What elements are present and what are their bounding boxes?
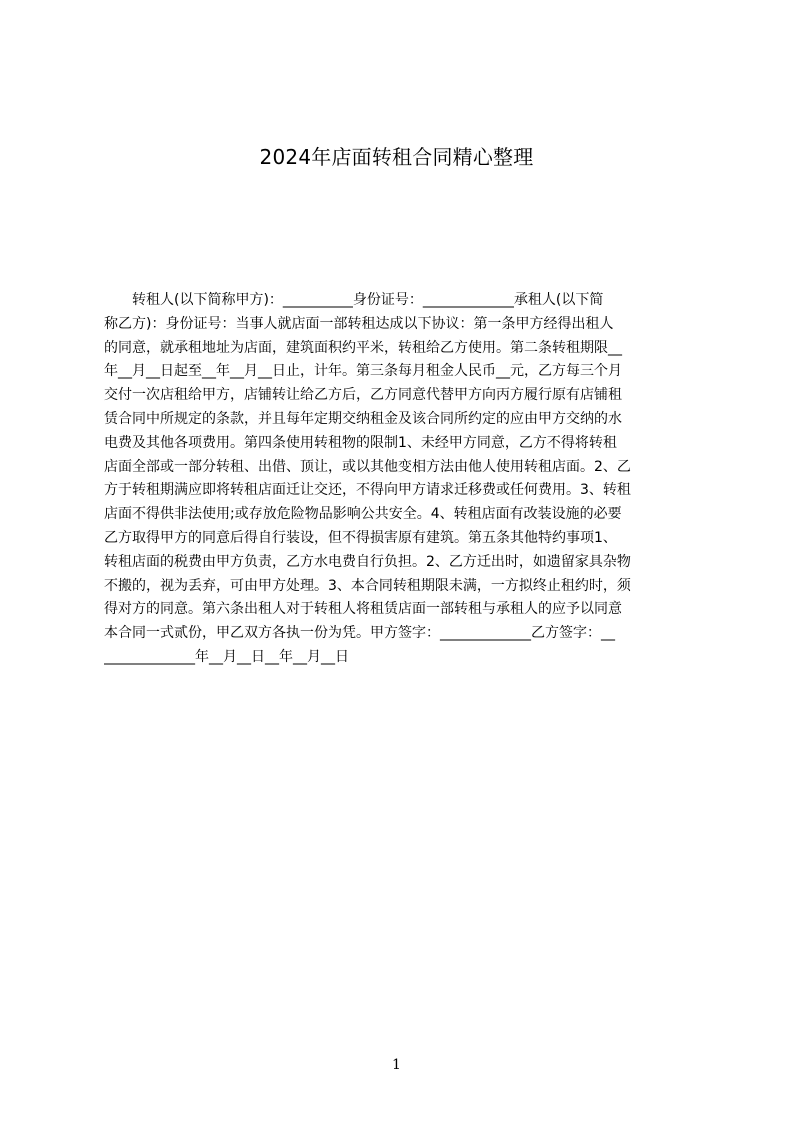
body-line: 本合同一式贰份，甲乙双方各执一份为凭。甲方签字：_____________乙方签字：__ <box>104 625 615 642</box>
body-line: 乙方取得甲方的同意后得自行装设，但不得损害原有建筑。第五条其他特约事项1、 <box>104 529 617 546</box>
document-title: 2024年店面转租合同精心整理 <box>259 145 534 169</box>
body-line: 的同意，就承租地址为店面，建筑面积约平米，转租给乙方使用。第二条转租期限__ <box>104 339 622 356</box>
contract-body <box>104 289 696 670</box>
body-line: _____________年__月__日__年__月__日 <box>104 648 349 665</box>
page-number: 1 <box>392 1057 401 1073</box>
body-line: 交付一次店租给甲方，店铺转让给乙方后，乙方同意代替甲方向丙方履行原有店铺租 <box>104 387 622 404</box>
body-line: 年__月__日起至__年__月__日止，计年。第三条每月租金人民币__元，乙方每三个月 <box>104 363 622 380</box>
body-line: 不搬的，视为丢弃，可由甲方处理。3、本合同转租期限未满，一方拟终止租约时，须 <box>104 577 631 594</box>
body-line: 转租人(以下简称甲方)：__________身份证号：_____________承租人(以下简 <box>104 292 604 308</box>
body-line: 转租店面的税费由甲方负责，乙方水电费自行负担。2、乙方迁出时，如遗留家具杂物 <box>104 553 631 570</box>
body-line: 方于转租期满应即将转租店面迁让交还，不得向甲方请求迁移费或任何费用。3、转租 <box>104 482 631 499</box>
body-line: 赁合同中所规定的条款，并且每年定期交纳租金及该合同所约定的应由甲方交纳的水 <box>104 410 622 427</box>
body-line: 电费及其他各项费用。第四条使用转租物的限制1、未经甲方同意，乙方不得将转租 <box>104 434 617 451</box>
body-line: 称乙方)：身份证号：当事人就店面一部转租达成以下协议：第一条甲方经得出租人 <box>104 315 614 332</box>
body-line: 店面不得供非法使用;或存放危险物品影响公共安全。4、转租店面有改装设施的必要 <box>104 506 622 523</box>
body-line: 店面全部或一部分转租、出借、顶让，或以其他变相方法由他人使用转租店面。2、乙 <box>104 458 631 475</box>
body-line: 得对方的同意。第六条出租人对于转租人将租赁店面一部转租与承租人的应予以同意 <box>104 601 622 618</box>
